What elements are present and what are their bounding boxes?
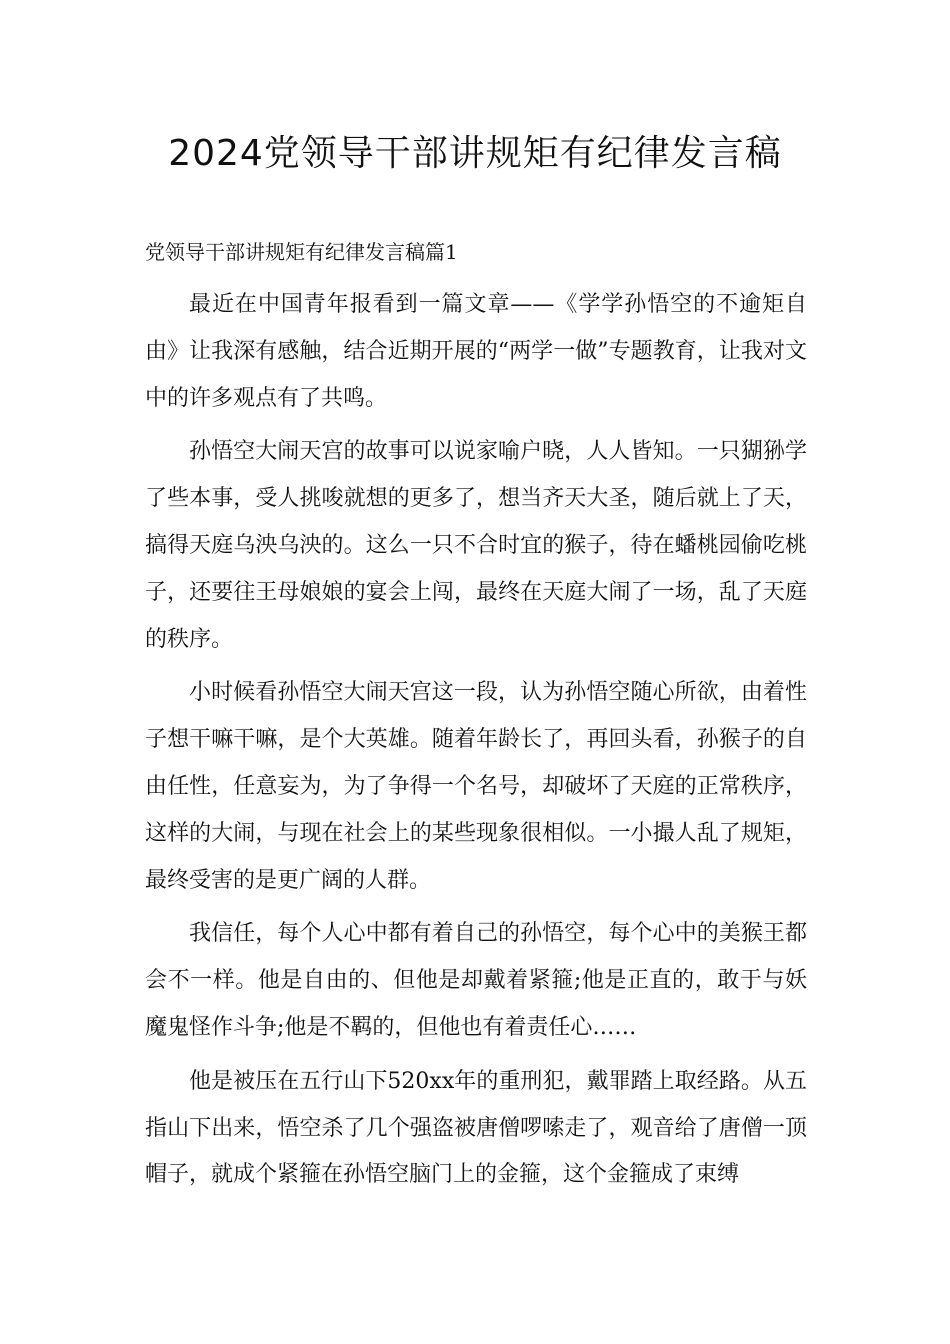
paragraph: 我信任，每个人心中都有着自己的孙悟空，每个心中的美猴王都会不一样。他是自由的、但他是却戴着紧箍;他是正直的，敢于与妖魔鬼怪作斗争;他是不羁的，但他也有着责任心…… <box>145 921 807 1040</box>
paragraph: 他是被压在五行山下520xx年的重刑犯，戴罪踏上取经路。从五指山下出来，悟空杀了几个强盗被唐僧啰嗦走了，观音给了唐僧一顶帽子，就成个紧箍在孙悟空脑门上的金箍，这个金箍成了束缚 <box>145 1068 807 1188</box>
paragraph: 最近在中国青年报看到一篇文章——《学学孙悟空的不逾矩自由》让我深有感触，结合近期开展的“两学一做”专题教育，让我对文中的许多观点有了共鸣。 <box>145 292 807 411</box>
paragraph: 小时候看孙悟空大闹天宫这一段，认为孙悟空随心所欲，由着性子想干嘛干嘛，是个大英雄。随着年龄长了，再回头看，孙猴子的自由任性，任意妄为，为了争得一个名号，却破坏了天庭的正常秩序，这样的大闹，与现在社会上的某些现象很相似。一小撮人乱了规矩，最终受害的是更广阔的人群。 <box>145 680 807 893</box>
paragraph: 孙悟空大闹天宫的故事可以说家喻户晓，人人皆知。一只猢狲学了些本事，受人挑唆就想的更多了，想当齐天大圣，随后就上了天，搞得天庭乌泱乌泱的。这么一只不合时宜的猴子，待在蟠桃园偷吃桃子，还要往王母娘娘的宴会上闯，最终在天庭大闹了一场，乱了天庭的秩序。 <box>145 439 807 652</box>
document-title: 2024党领导干部讲规矩有纪律发言稿 <box>168 133 782 174</box>
document-body <box>145 282 807 1206</box>
section-heading: 党领导干部讲规矩有纪律发言稿篇1 <box>145 240 458 264</box>
